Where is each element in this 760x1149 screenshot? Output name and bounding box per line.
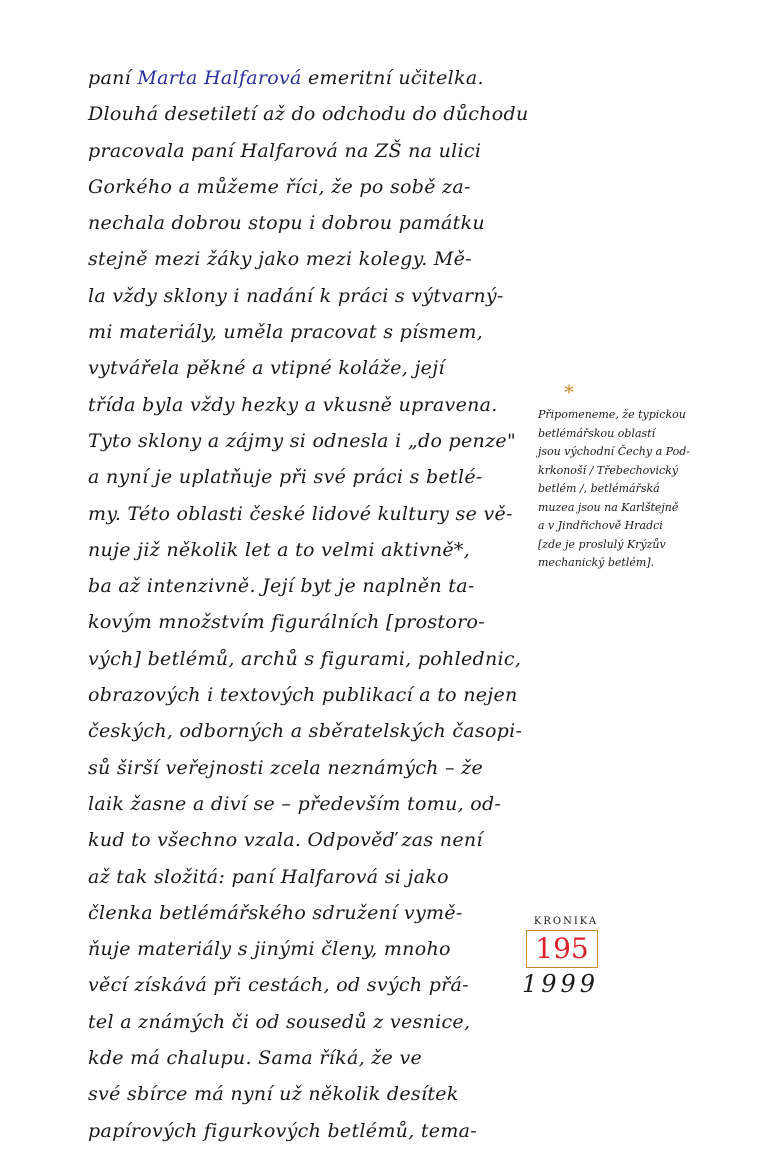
- page-number: 195: [526, 930, 598, 968]
- footnote-marker: *: [564, 380, 574, 404]
- side-note-line: muzea jsou na Karlštejně: [538, 500, 679, 514]
- text-line: věcí získává při cestách, od svých přá-: [88, 974, 469, 997]
- text-line: Dlouhá desetiletí až do odchodu do důchodu: [88, 103, 529, 126]
- side-note-line: betlémářskou oblastí: [538, 426, 656, 440]
- side-note-line: [zde je proslulý Krýzův: [538, 537, 666, 551]
- text-line: [88, 60, 528, 96]
- chronicle-year: 1999: [522, 970, 600, 998]
- text-line: Tyto sklony a zájmy si odnesla i „do penze": [88, 429, 516, 452]
- person-name: Marta Halfarová: [137, 67, 302, 89]
- text-line: až tak složitá: paní Halfarová si jako: [88, 865, 449, 888]
- text-line: nechala dobrou stopu i dobrou památku: [88, 212, 485, 235]
- text-line: my. Této oblasti české lidové kultury se vě-: [88, 502, 513, 525]
- text-line: kovým množstvím figurálních [prostoro-: [88, 611, 485, 634]
- text-line: své sbírce má nyní už několik desítek: [88, 1083, 459, 1106]
- text-line: obrazových i textových publikací a to nejen: [88, 684, 518, 707]
- side-note-line: mechanický betlém].: [538, 556, 655, 569]
- text-line: ňuje materiály s jinými členy, mnoho: [88, 938, 451, 961]
- text-line: českých, odborných a sběratelských časopi-: [88, 720, 523, 743]
- side-note-lines: [538, 406, 758, 573]
- text-line: tel a známých či od sousedů z vesnice,: [88, 1010, 471, 1033]
- text-line: a nyní je uplatňuje při své práci s betlé-: [88, 466, 483, 489]
- text-line: třída byla vždy hezky a vkusně upravena.: [88, 393, 498, 416]
- text-fragment: emeritní učitelka.: [301, 67, 484, 89]
- side-note-line: a v Jindřichově Hradci: [538, 519, 663, 532]
- text-line: la vždy sklony i nadání k práci s výtvarný-: [88, 284, 504, 307]
- side-note: [538, 380, 758, 573]
- side-note-line: jsou východní Čechy a Pod-: [538, 445, 690, 458]
- text-line: sů širší veřejnosti zcela neznámých – že: [88, 756, 484, 779]
- chronicle-stamp: [516, 916, 608, 998]
- side-note-line: krkonoší / Třebechovický: [538, 463, 679, 477]
- text-line: členka betlémářského sdružení vymě-: [88, 901, 463, 924]
- text-line: kud to všechno vzala. Odpověď zas není: [88, 829, 483, 852]
- text-line: vých] betlémů, archů s figurami, pohlednic,: [88, 647, 522, 670]
- text-line: mi materiály, uměla pracovat s písmem,: [88, 321, 484, 344]
- text-line: pracovala paní Halfarová na ZŠ na ulici: [88, 139, 482, 162]
- text-line: papírových figurkových betlémů, tema-: [88, 1119, 478, 1142]
- text-line: Gorkého a můžeme říci, že po sobě za-: [88, 175, 471, 198]
- text-line: vytvářela pěkné a vtipné koláže, její: [88, 357, 445, 380]
- chronicle-label: KRONIKA: [533, 916, 599, 927]
- text-line: kde má chalupu. Sama říká, že ve: [88, 1047, 423, 1070]
- main-text-body: [88, 60, 528, 1149]
- side-note-line: Připomeneme, že typickou: [538, 408, 686, 421]
- side-note-line: betlém /, betlémářská: [538, 482, 660, 495]
- text-fragment: paní: [88, 67, 138, 89]
- text-line: ba až intenzivně. Její byt je naplněn ta-: [88, 575, 475, 598]
- text-line: stejně mezi žáky jako mezi kolegy. Mě-: [88, 248, 472, 271]
- text-line: laik žasne a diví se – především tomu, od-: [88, 792, 502, 815]
- text-line: nuje již několik let a to velmi aktivně*,: [88, 538, 471, 561]
